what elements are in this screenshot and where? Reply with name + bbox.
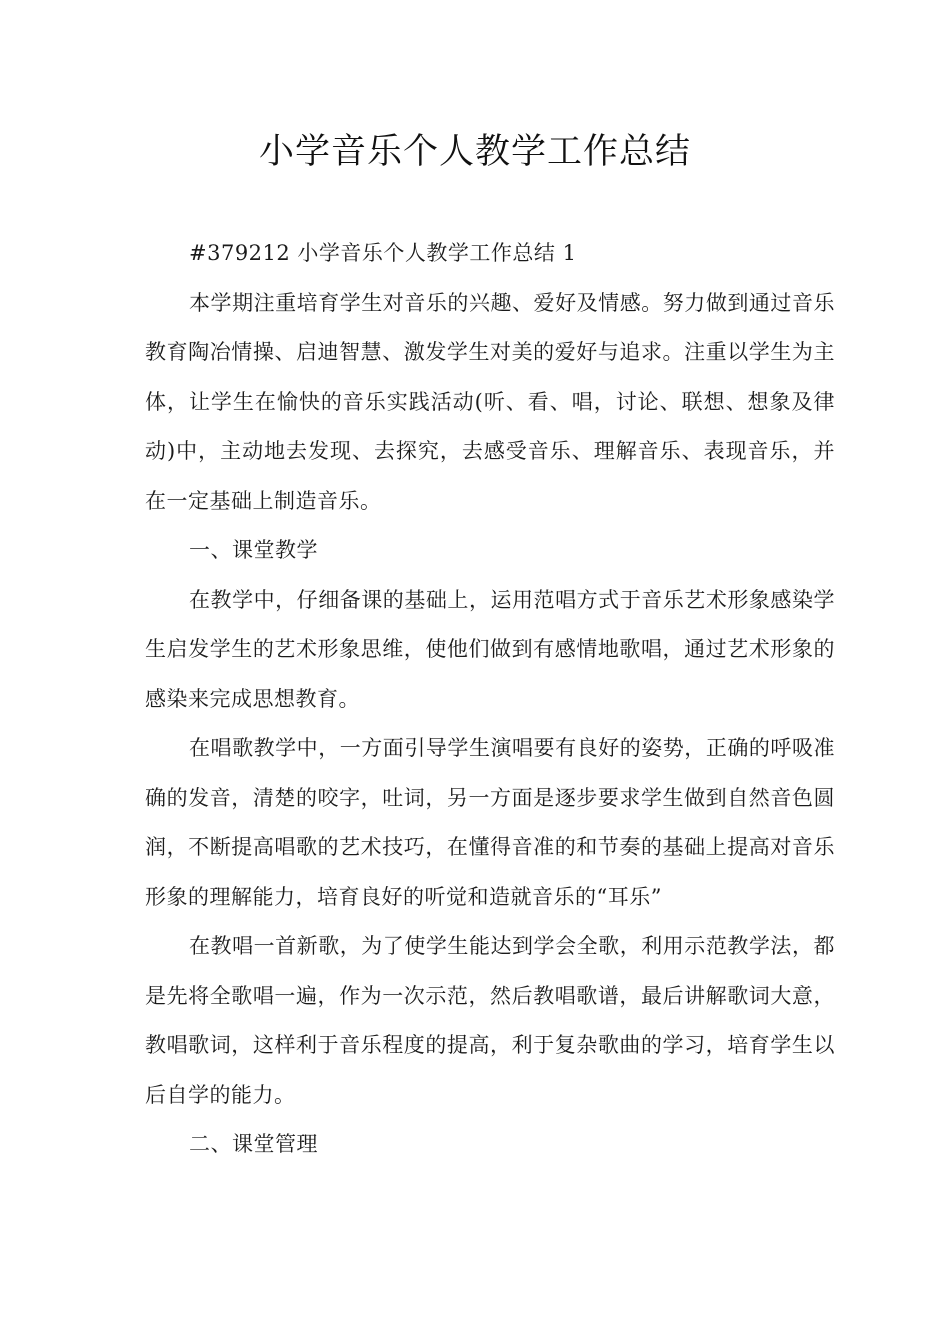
paragraph-singing: 在唱歌教学中，一方面引导学生演唱要有良好的姿势，正确的呼吸准确的发音，清楚的咬字，吐词，另一方面是逐步要求学生做到自然音色圆润，不断提高唱歌的艺术技巧，在懂得音准的和节奏的基础上提高对音乐形象的理解能力，培育良好的听觉和造就音乐的“耳乐” [145, 736, 835, 909]
document-subtitle: #379212 小学音乐个人教学工作总结 1 [189, 241, 577, 265]
paragraph-intro: 本学期注重培育学生对音乐的兴趣、爱好及情感。努力做到通过音乐教育陶冶情操、启迪智慧、激发学生对美的爱好与追求。注重以学生为主体，让学生在愉快的音乐实践活动(听、看、唱，讨论、联想、想象及律动)中，主动地去发现、去探究，去感受音乐、理解音乐、表现音乐，并在一定基础上制造音乐。 [145, 290, 835, 513]
document-body [145, 229, 835, 1170]
section-heading-classroom-teaching: 一、课堂教学 [189, 538, 318, 562]
paragraph-teaching: 在教学中，仔细备课的基础上，运用范唱方式于音乐艺术形象感染学生启发学生的艺术形象思维，使他们做到有感情地歌唱，通过艺术形象的感染来完成思想教育。 [145, 587, 835, 711]
document-title: 小学音乐个人教学工作总结 [258, 132, 691, 172]
section-heading-classroom-management: 二、课堂管理 [189, 1132, 318, 1156]
paragraph-new-song: 在教唱一首新歌，为了使学生能达到学会全歌，利用示范教学法，都是先将全歌唱一遍，作为一次示范，然后教唱歌谱，最后讲解歌词大意，教唱歌词，这样利于音乐程度的提高，利于复杂歌曲的学习，培育学生以后自学的能力。 [145, 934, 835, 1107]
